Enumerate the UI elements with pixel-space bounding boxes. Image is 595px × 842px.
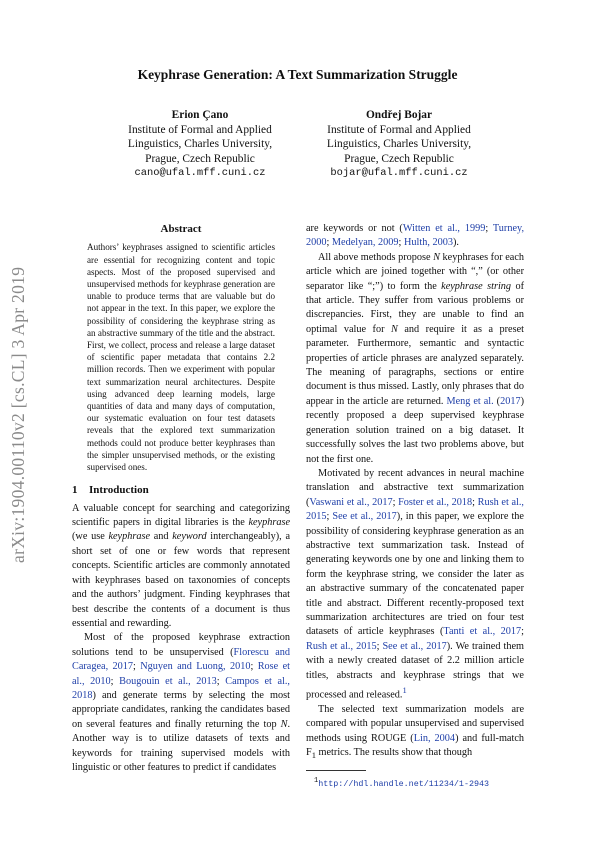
citation-link[interactable]: Florescu and Caragea, 2017 bbox=[72, 646, 290, 673]
text-run: Most of the proposed keyphrase extraction solutions tend to be unsupervised ( bbox=[72, 632, 290, 658]
text-run: are keywords or not ( bbox=[306, 223, 403, 234]
author-affiliation: Institute of Formal and Applied bbox=[327, 123, 471, 136]
section-title: Introduction bbox=[89, 484, 149, 497]
text-run: ; bbox=[485, 223, 493, 234]
footnote-url-link[interactable]: http://hdl.handle.net/11234/1-2943 bbox=[318, 779, 490, 790]
text-run: keyphrases for each article which are joined together with “,” (or other separator like “;”) to form the bbox=[306, 251, 525, 292]
footnote-rule bbox=[306, 770, 366, 771]
text-run: ) bbox=[520, 395, 524, 407]
text-run: ). bbox=[452, 237, 459, 249]
arxiv-stamp[interactable]: arXiv:1904.00110v2 [cs.CL] 3 Apr 2019 bbox=[8, 266, 28, 564]
text-run: and require it as a preset parameter. Furthermore, semantic and syntactic properties of article phrases are analyzed separately. The meaning of paragraphs, sections or entire document is thus missed. Lastly, only phrases that do appear in the article are returned. bbox=[306, 323, 524, 407]
text-run: ; bbox=[376, 640, 383, 652]
citation-link[interactable]: See et al., 2017 bbox=[382, 640, 447, 652]
citation-link[interactable]: Campos et al., 2018 bbox=[72, 675, 290, 701]
author-name: Erion Çano bbox=[171, 109, 229, 121]
body-paragraph bbox=[72, 631, 290, 775]
text-run: interchangeably), a short set of one or few words that represent concepts. Scientific articles are commonly annotated with keyphrases based on taxonomies of concepts and the authors’ judgment. Finding keyphrases that best describe the contents of a document is thus essential and rewarding. bbox=[72, 531, 290, 629]
footnote-number: 1 bbox=[314, 777, 319, 786]
left-column bbox=[72, 222, 290, 775]
citation-link[interactable]: Hulth, 2003 bbox=[403, 237, 453, 249]
author-name: Ondřej Bojar bbox=[365, 109, 433, 121]
text-run: recently proposed a deep supervised keyphrase generation solution trained on a big dataset. It successfully solves the last two problems above, but not the first one. bbox=[306, 410, 524, 465]
citation-link[interactable]: Rush et al., 2015 bbox=[306, 640, 377, 652]
text-run: ; bbox=[521, 626, 524, 638]
right-column bbox=[306, 222, 524, 792]
author-block bbox=[90, 108, 310, 181]
body-paragraph bbox=[306, 703, 524, 763]
text-run: ) and generate terms by selecting the most appropriate candidates, ranking the candidates based on several features and finally returning the top bbox=[72, 689, 290, 730]
emphasis: keyphrase bbox=[248, 517, 290, 529]
text-run: ; bbox=[216, 675, 226, 687]
body-paragraph bbox=[306, 251, 524, 467]
citation-link[interactable]: Foster et al., 2018 bbox=[398, 496, 473, 508]
citation-link[interactable]: Tanti et al., 2017 bbox=[443, 626, 522, 638]
footnote-marker[interactable]: 1 bbox=[402, 685, 407, 695]
citation-link[interactable]: Nguyen and Luong, 2010 bbox=[140, 661, 251, 673]
emphasis: keyword bbox=[172, 531, 207, 543]
citation-link[interactable]: Lin, 2004 bbox=[413, 732, 456, 744]
section-heading bbox=[72, 483, 290, 497]
text-run: ( bbox=[493, 395, 501, 407]
body-paragraph bbox=[72, 502, 290, 632]
author-email[interactable]: cano@ufal.mff.cuni.cz bbox=[134, 167, 266, 180]
text-run: . Another way is to utilize datasets of texts and keywords for training supervised models with linguistic or other features to predict if candidates bbox=[72, 718, 290, 773]
text-run: ; bbox=[326, 511, 333, 523]
text-run: ). We trained them with a newly created dataset of 2.2 million article titles, abstracts and keyphrase strings that we processed and released. bbox=[306, 640, 524, 701]
body-paragraph bbox=[306, 222, 524, 251]
body-paragraph bbox=[306, 467, 524, 703]
math-symbol: N bbox=[433, 251, 440, 263]
citation-link[interactable]: Bougouin et al., 2013 bbox=[119, 675, 217, 687]
author-block bbox=[289, 108, 509, 181]
citation-link[interactable]: Rush et al., 2015 bbox=[306, 496, 524, 523]
text-run: ), in this paper, we explore the possibility of considering keyphrase generation as an abstractive text summarization task. Instead of generating keywords one by one and linking them to form the keyphrase string, we consider the later as an abstractive summary of the concatenated paper title and abstract. Different recently-proposed text summarization architectures are tried on four test datasets of article keyphrases ( bbox=[306, 511, 524, 638]
text-run: of that article. They suffer from various problems or discrepancies. First, they are unable to find an optimal value for bbox=[306, 280, 524, 335]
citation-link[interactable]: Rose et al., 2010 bbox=[72, 661, 290, 687]
text-run: All above methods propose bbox=[318, 251, 434, 263]
author-affiliation: Linguistics, Charles University, bbox=[326, 138, 472, 151]
text-run: ; bbox=[398, 237, 404, 249]
author-email[interactable]: bojar@ufal.mff.cuni.cz bbox=[330, 167, 468, 180]
citation-link[interactable]: Medelyan, 2009 bbox=[331, 237, 399, 249]
math-symbol: N bbox=[391, 323, 398, 335]
text-run: ; bbox=[472, 496, 478, 508]
citation-link[interactable]: Meng et al. bbox=[446, 395, 494, 407]
text-run: ; bbox=[110, 675, 120, 687]
author-affiliation: Prague, Czech Republic bbox=[145, 152, 255, 165]
author-affiliation: Linguistics, Charles University, bbox=[127, 138, 273, 151]
text-run: ; bbox=[392, 496, 399, 508]
author-affiliation: Institute of Formal and Applied bbox=[128, 123, 272, 136]
abstract-heading: Abstract bbox=[160, 223, 202, 235]
paper-title: Keyphrase Generation: A Text Summarization Struggle bbox=[137, 67, 458, 82]
text-run: The selected text summarization models are compared with popular unsupervised and supervised methods using ROUGE ( bbox=[306, 703, 524, 744]
text-run: ; bbox=[250, 661, 258, 673]
emphasis: keyphrase string bbox=[441, 280, 512, 292]
citation-link[interactable]: Turney, 2000 bbox=[306, 223, 525, 249]
emphasis: keyphrase bbox=[108, 531, 151, 543]
math-symbol: N bbox=[280, 718, 288, 730]
subscript: 1 bbox=[311, 750, 316, 761]
text-run: metrics. The results show that though bbox=[315, 747, 473, 759]
section-number: 1 bbox=[72, 484, 78, 497]
citation-link[interactable]: Witten et al., 1999 bbox=[402, 223, 486, 234]
citation-link[interactable]: Vaswani et al., 2017 bbox=[309, 496, 393, 508]
text-run: ) and full-match F bbox=[306, 732, 525, 759]
text-run: A valuable concept for searching and categorizing scientific papers in digital libraries is the bbox=[72, 502, 290, 529]
abstract-text: Authors’ keyphrases assigned to scientific articles are essential for recognizing content and topic aspects. Most of the proposed supervised and unsupervised methods for keyphrase generation are unable to produce terms that are valuable but do not appear in the text. In this paper, we explore the possibility of considering the keyphrase string as an abstractive summary of the title and the abstract. First, we collect, process and release a large dataset of scientific paper metadata that contains 2.2 million records. Then we experiment with popular text summarization neural architectures. Despite using advanced deep learning models, large quantities of data and many days of computation, our systematic evaluation on four test datasets reveals that the explored text summarization methods could not produce better keyphrases than the simpler unsupervised methods, or the existing supervised ones. bbox=[87, 242, 275, 473]
text-run: Motivated by recent advances in neural machine translation and abstractive text summarization ( bbox=[306, 467, 524, 508]
text-run: and bbox=[150, 531, 173, 543]
text-run: ; bbox=[133, 661, 141, 673]
text-run: ; bbox=[326, 237, 332, 249]
footnote bbox=[306, 774, 524, 791]
author-affiliation: Prague, Czech Republic bbox=[344, 152, 454, 165]
text-run: (we use bbox=[72, 531, 109, 543]
citation-link[interactable]: See et al., 2017 bbox=[332, 511, 397, 523]
citation-link[interactable]: 2017 bbox=[500, 395, 521, 407]
